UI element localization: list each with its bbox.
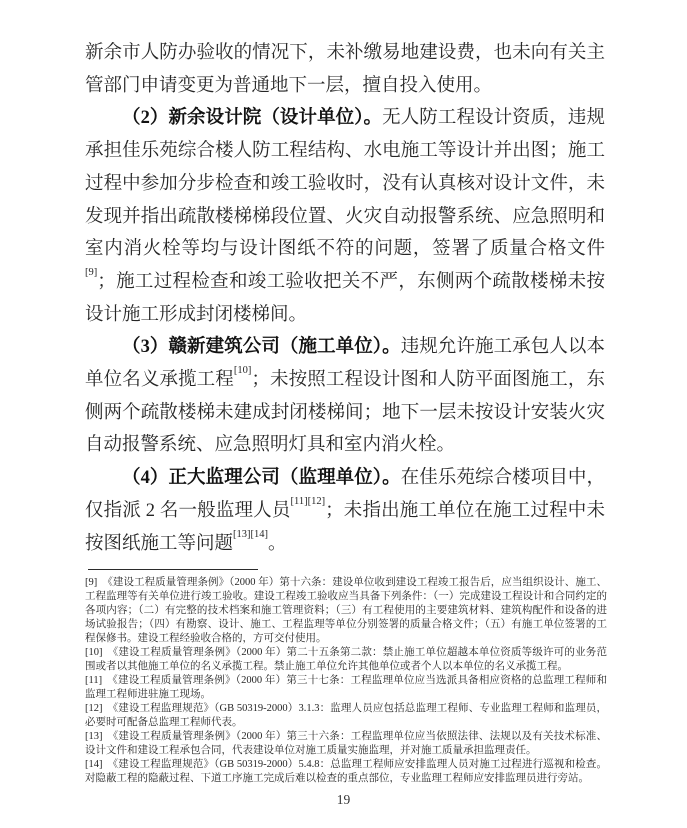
footnote-text: 《建设工程质量管理条例》（2000 年）第三十七条：工程监理单位应当选派具备相应资格的总监理工程师和监理工程师进驻施工现场。 xyxy=(85,675,607,700)
footnotes-section xyxy=(85,576,607,786)
page-number: 19 xyxy=(336,792,351,807)
footnote-marker: [9] xyxy=(85,577,98,588)
footnote-marker: [11] xyxy=(85,675,103,686)
footnote-ref: [9] xyxy=(85,267,98,279)
body-text xyxy=(85,37,605,560)
footnote-text: 《建设工程质量管理条例》（2000 年）第三十六条：工程监理单位应当依照法律、法规以及有关技术标准、设计文件和建设工程承包合同，代表建设单位对施工质量实施监理，并对施工质量承担监理责任。 xyxy=(85,731,607,756)
paragraph-text: ；未按照工程设计图和人防平面图施工，东侧两个疏散楼梯未建成封闭楼梯间；地下一层未按设计安装火灾自动报警系统、应急照明灯具和室内消火栓。 xyxy=(85,370,605,456)
footnote-text: 《建设工程监理规范》（GB 50319-2000）3.1.3：监理人员应包括总监理工程师、专业监理工程师和监理员，必要时可配备总监理工程师代表。 xyxy=(85,703,607,728)
footnote-marker: [12] xyxy=(85,703,103,714)
footnote-item xyxy=(85,646,607,674)
body-paragraph-continuation xyxy=(85,37,605,102)
footnote-item xyxy=(85,576,607,646)
footnote-separator xyxy=(88,569,258,570)
paragraph-heading: （2）新余设计院（设计单位）。 xyxy=(122,108,383,129)
footnote-ref: [11][12] xyxy=(290,495,326,507)
paragraph-text: 违规允许施工承包人以本单位名义承揽工程 xyxy=(85,337,605,391)
footnote-text: 《建设工程监理规范》（GB 50319-2000）5.4.8：总监理工程师应安排监理人员对施工过程进行巡视和检查。对隐蔽工程的隐蔽过程、下道工序施工完成后难以检查的重点部位，专业监理工程师应安排监理员进行旁站。 xyxy=(85,759,607,784)
paragraph-text: 新余市人防办验收的情况下，未补缴易地建设费，也未向有关主管部门申请变更为普通地下一层，擅自投入使用。 xyxy=(85,43,605,96)
paragraph-heading: （3）赣新建筑公司（施工单位）。 xyxy=(122,337,401,358)
footnote-marker: [13] xyxy=(85,731,103,742)
footnote-marker: [14] xyxy=(85,759,103,770)
paragraph-text: 无人防工程设计资质，违规承担佳乐苑综合楼人防工程结构、水电施工等设计并出图；施工过程中参加分步检查和竣工验收时，没有认真核对设计文件，未发现并指出疏散楼梯梯段位置、火灾自动报警系统、应急照明和室内消火栓等均与设计图纸不符的问题，签署了质量合格文件 xyxy=(85,108,605,260)
footnote-item xyxy=(85,702,607,730)
footnote-marker: [10] xyxy=(85,647,103,658)
paragraph-text: 在佳乐苑综合楼项目中，仅指派 2 名一般监理人员 xyxy=(85,468,605,521)
footnote-item xyxy=(85,730,607,758)
paragraph-text: ；未指出施工单位在施工过程中未按图纸施工等问题 xyxy=(85,500,605,554)
paragraph-text: 。 xyxy=(268,533,287,554)
body-paragraph-design-unit xyxy=(85,102,605,331)
footnote-item xyxy=(85,758,607,786)
footnote-ref: [10] xyxy=(233,365,252,377)
body-paragraph-supervision-unit xyxy=(85,462,605,560)
paragraph-text: ；施工过程检查和竣工验收把关不严，东侧两个疏散楼梯未按设计施工形成封闭楼梯间。 xyxy=(85,271,605,325)
body-paragraph-construction-unit xyxy=(85,331,605,462)
footnote-item xyxy=(85,674,607,702)
footnote-ref: [13][14] xyxy=(233,528,269,540)
footnote-text: 《建设工程质量管理条例》（2000 年）第十六条：建设单位收到建设工程竣工报告后，应当组织设计、施工、工程监理等有关单位进行竣工验收。建设工程竣工验收应当具备下列条件：（一）完成建设工程设计和合同约定的各项内容；（二）有完整的技术档案和施工管理资料；（三）有工程使用的主要建筑材料、建筑构配件和设备的进场试验报告；（四）有勘察、设计、施工、工程监理等单位分别签署的质量合格文件；（五）有施工单位签署的工程保修书。建设工程经验收合格的，方可交付使用。 xyxy=(85,577,607,644)
paragraph-heading: （4）正大监理公司（监理单位）。 xyxy=(122,468,401,489)
footnote-text: 《建设工程质量管理条例》（2000 年）第二十五条第二款：禁止施工单位超越本单位资质等级许可的业务范围或者以其他施工单位的名义承揽工程。禁止施工单位允许其他单位或者个人以本单位的名义承揽工程。 xyxy=(85,647,607,672)
